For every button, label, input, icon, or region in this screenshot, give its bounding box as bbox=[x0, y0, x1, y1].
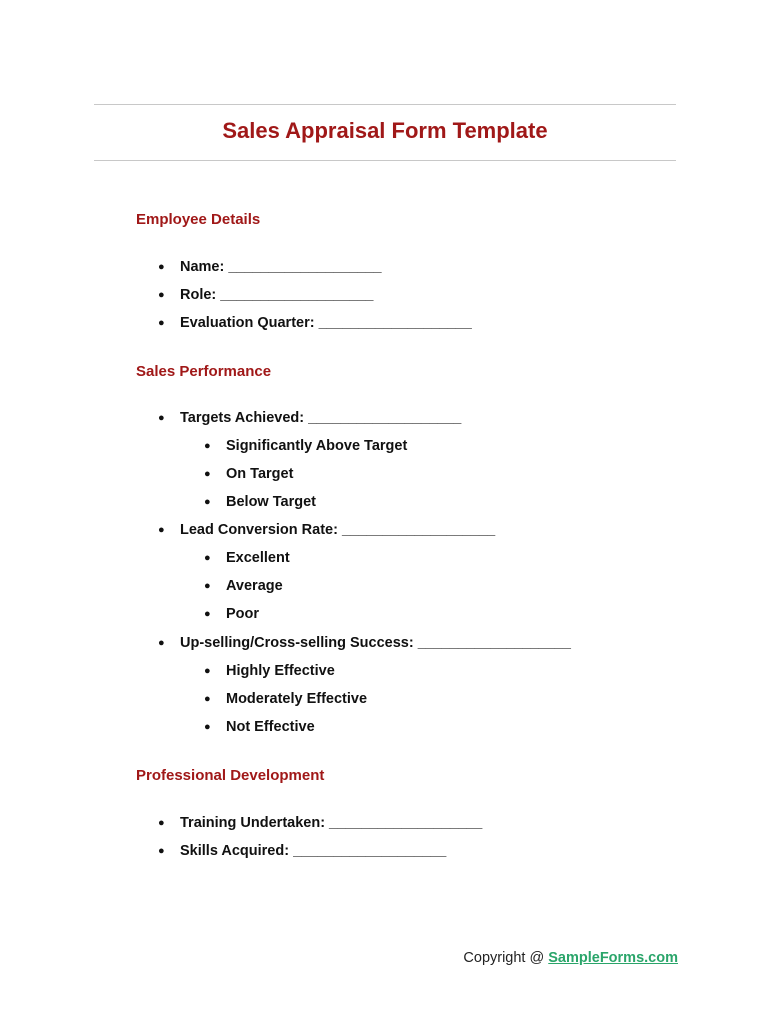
list-item-name bbox=[158, 259, 382, 275]
option-item bbox=[204, 719, 315, 735]
field-label: Evaluation Quarter: ___________________ bbox=[180, 315, 472, 331]
option-item bbox=[204, 606, 259, 622]
title-divider bbox=[94, 160, 676, 161]
bullet-icon: ● bbox=[158, 317, 165, 329]
field-label: Role: ___________________ bbox=[180, 287, 374, 303]
footer-copyright bbox=[463, 950, 678, 966]
option-item bbox=[204, 691, 367, 707]
option-label: Significantly Above Target bbox=[226, 438, 408, 454]
option-label: Excellent bbox=[226, 550, 290, 566]
bullet-icon: ● bbox=[204, 693, 211, 705]
field-label: Training Undertaken: ___________________ bbox=[180, 815, 483, 831]
site-link[interactable]: SampleForms.com bbox=[548, 950, 678, 966]
bullet-icon: ● bbox=[158, 289, 165, 301]
option-label: Poor bbox=[226, 606, 260, 622]
bullet-icon: ● bbox=[204, 440, 211, 452]
option-item bbox=[204, 578, 283, 594]
list-item-role bbox=[158, 287, 374, 303]
bullet-icon: ● bbox=[158, 817, 165, 829]
top-divider bbox=[94, 104, 676, 105]
field-label: Up-selling/Cross-selling Success: ___________________ bbox=[180, 635, 571, 651]
list-item-lead-conversion-rate bbox=[158, 522, 495, 538]
bullet-icon: ● bbox=[204, 580, 211, 592]
option-label: On Target bbox=[226, 466, 294, 482]
list-item-evaluation-quarter bbox=[158, 315, 472, 331]
bullet-icon: ● bbox=[158, 637, 165, 649]
list-item-upselling-crossselling-success bbox=[158, 635, 571, 651]
option-item bbox=[204, 550, 290, 566]
option-label: Not Effective bbox=[226, 719, 315, 735]
field-label: Name: ___________________ bbox=[180, 259, 382, 275]
bullet-icon: ● bbox=[158, 845, 165, 857]
bullet-icon: ● bbox=[204, 721, 211, 733]
bullet-icon: ● bbox=[204, 665, 211, 677]
page-title: Sales Appraisal Form Template bbox=[222, 118, 548, 143]
section-heading-professional-development: Professional Development bbox=[136, 767, 325, 784]
bullet-icon: ● bbox=[158, 261, 165, 273]
option-label: Moderately Effective bbox=[226, 691, 368, 707]
bullet-icon: ● bbox=[204, 552, 211, 564]
option-label: Average bbox=[226, 578, 283, 594]
bullet-icon: ● bbox=[204, 608, 211, 620]
section-heading-employee-details: Employee Details bbox=[136, 211, 261, 228]
section-heading-sales-performance: Sales Performance bbox=[136, 363, 272, 380]
field-label: Skills Acquired: ___________________ bbox=[180, 843, 447, 859]
bullet-icon: ● bbox=[204, 468, 211, 480]
option-item bbox=[204, 663, 335, 679]
option-item bbox=[204, 466, 293, 482]
bullet-icon: ● bbox=[158, 412, 165, 424]
bullet-icon: ● bbox=[204, 496, 211, 508]
option-item bbox=[204, 494, 316, 510]
option-item bbox=[204, 438, 407, 454]
list-item-targets-achieved bbox=[158, 410, 461, 426]
list-item-training-undertaken bbox=[158, 815, 482, 831]
option-label: Below Target bbox=[226, 494, 316, 510]
option-label: Highly Effective bbox=[226, 663, 335, 679]
bullet-icon: ● bbox=[158, 524, 165, 536]
field-label: Lead Conversion Rate: ___________________ bbox=[180, 522, 496, 538]
list-item-skills-acquired bbox=[158, 843, 446, 859]
field-label: Targets Achieved: ___________________ bbox=[180, 410, 462, 426]
copyright-text: Copyright @ bbox=[463, 950, 549, 966]
